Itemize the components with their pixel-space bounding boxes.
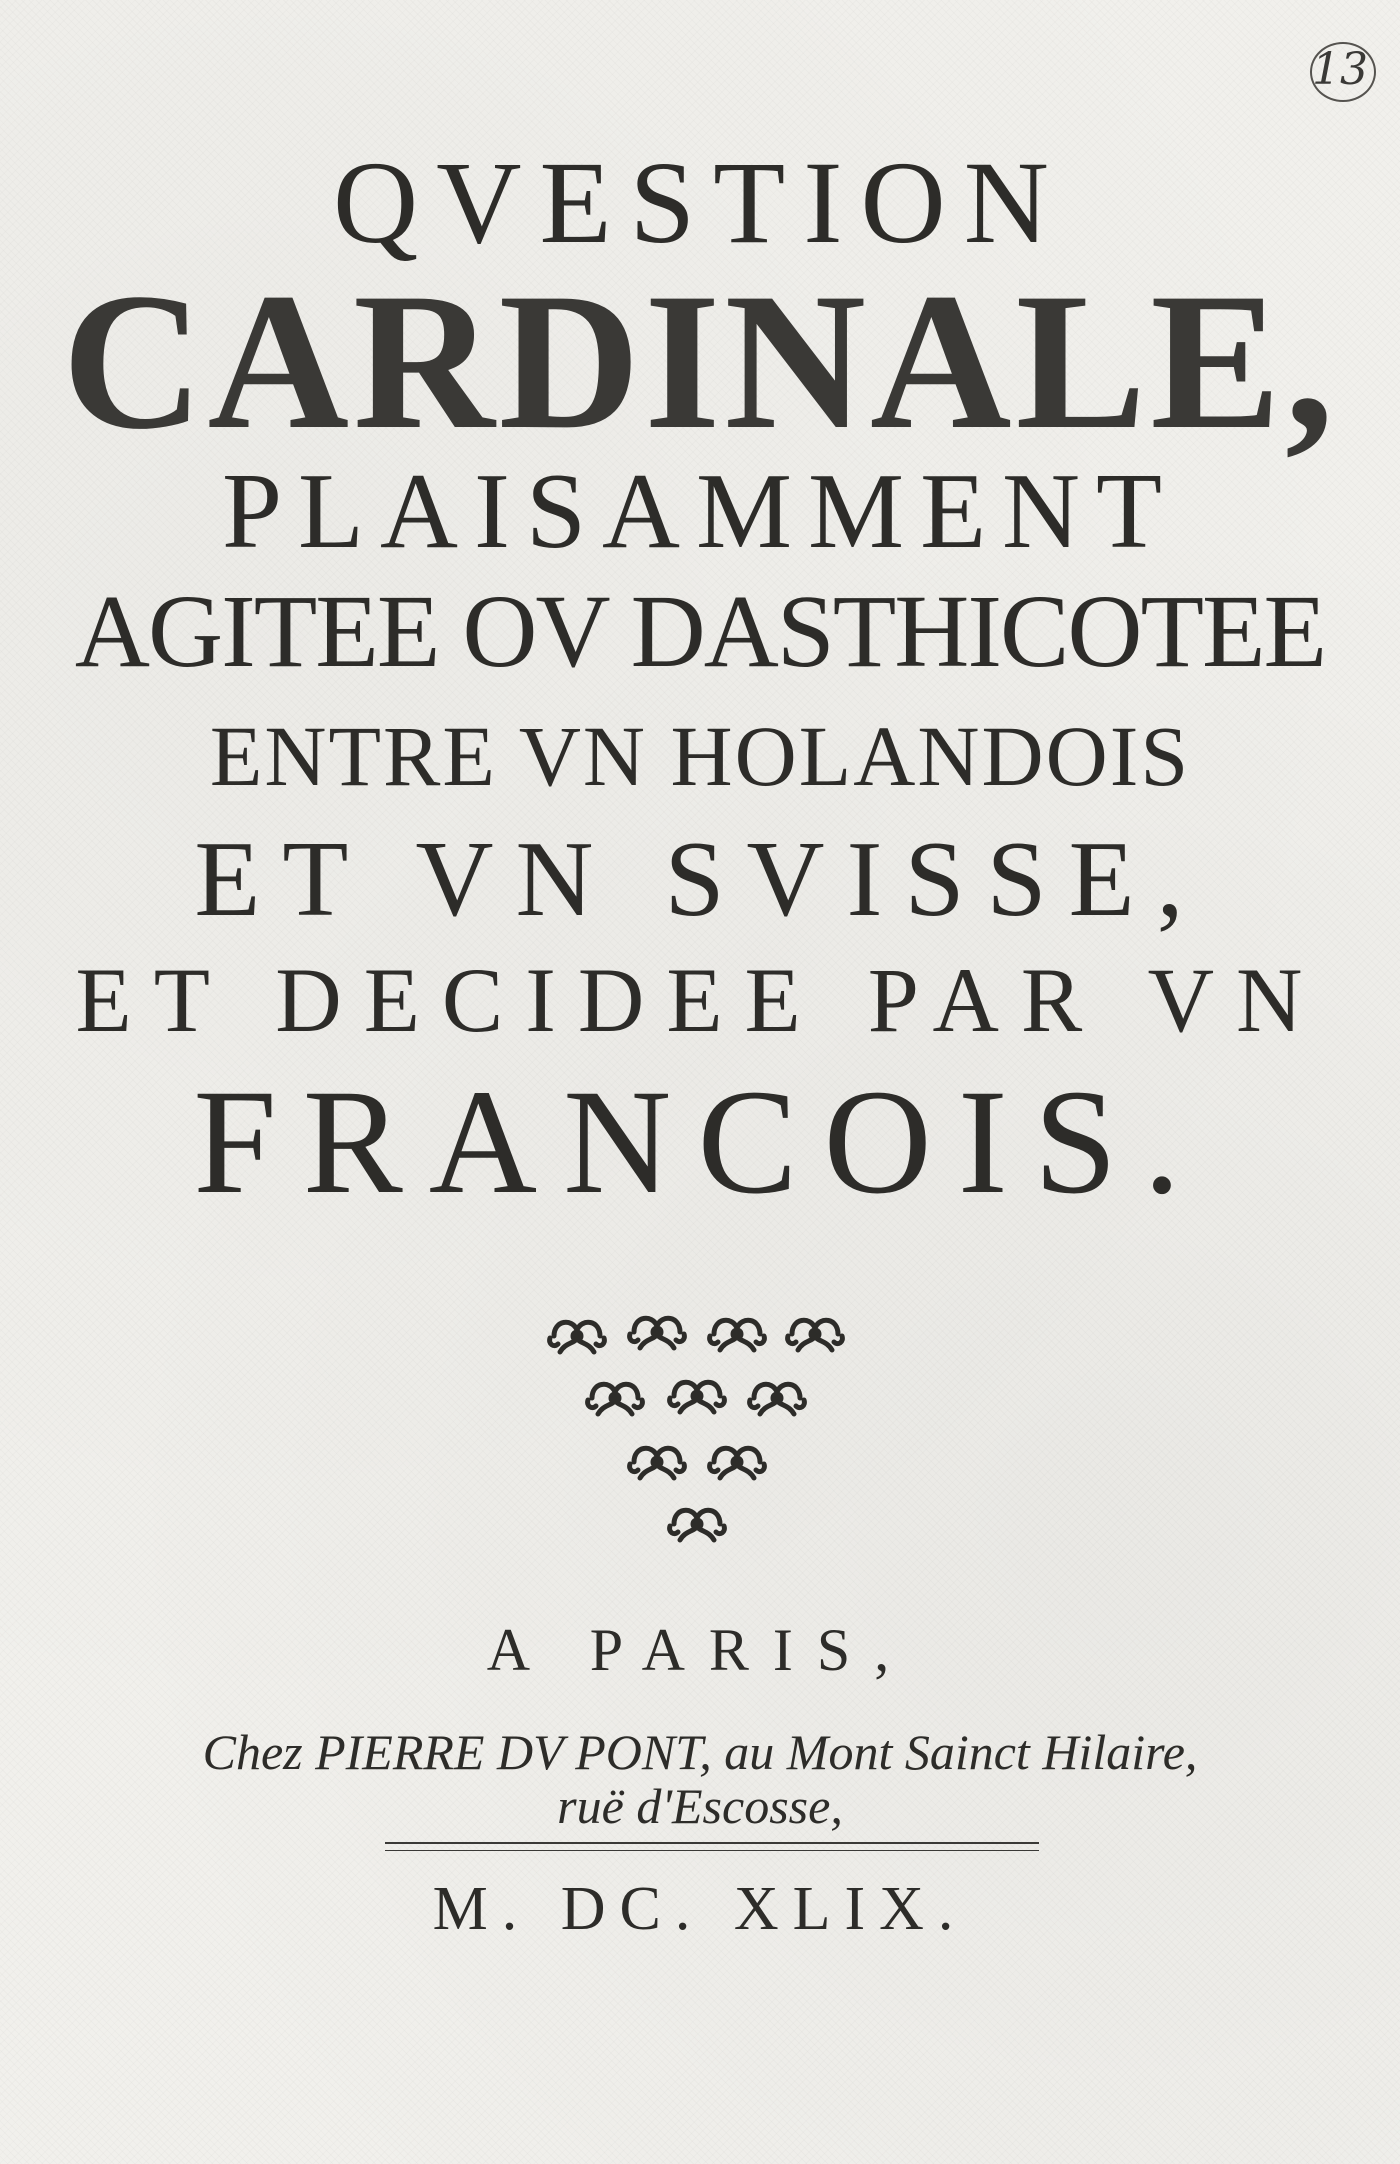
title-line-1: QVESTION (333, 137, 1067, 268)
imprint-rule (385, 1842, 1039, 1844)
fleuron-ornament-icon (626, 1434, 688, 1490)
fleuron-ornament-icon (584, 1370, 646, 1426)
imprint-place: A PARIS, (486, 1617, 914, 1683)
title-line-7: ET DECIDEE PAR VN (75, 949, 1325, 1051)
printers-ornament (540, 1300, 860, 1560)
title-line-5: ENTRE VN HOLANDOIS (209, 708, 1191, 804)
fleuron-ornament-icon (784, 1306, 846, 1362)
title-line-3: PLAISAMMENT (221, 452, 1179, 571)
fleuron-ornament-icon (626, 1304, 688, 1360)
title-line-6: ET VN SVISSE, (194, 820, 1206, 939)
fleuron-ornament-icon (666, 1368, 728, 1424)
imprint-date: M. DC. XLIX. (432, 1875, 968, 1943)
imprint-rule-thin (385, 1850, 1039, 1851)
fleuron-ornament-icon (706, 1306, 768, 1362)
title-line-8: FRANCOIS. (193, 1059, 1207, 1225)
folio-number: 13 (1312, 44, 1368, 95)
imprint-street: ruë d'Escosse, (557, 1778, 843, 1834)
title-line-2: CARDINALE, (61, 253, 1338, 470)
fleuron-ornament-icon (746, 1370, 808, 1426)
fleuron-ornament-icon (546, 1308, 608, 1364)
fleuron-ornament-icon (706, 1434, 768, 1490)
imprint-printer: Chez PIERRE DV PONT, au Mont Sainct Hilaire, (202, 1724, 1198, 1780)
title-line-4: AGITEE OV DASTHICOTEE (74, 574, 1326, 689)
fleuron-ornament-icon (666, 1496, 728, 1552)
